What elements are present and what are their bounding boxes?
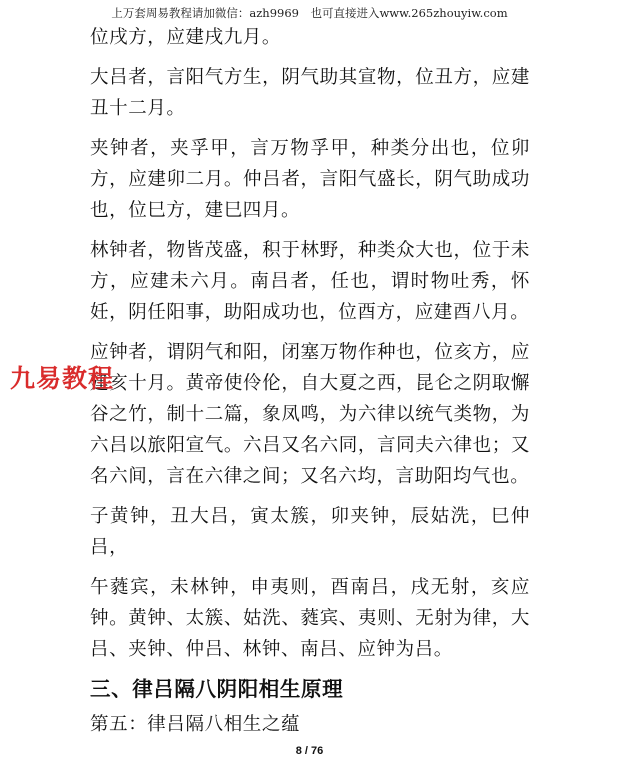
- page-number: 8 / 76: [295, 745, 324, 757]
- watermark-logo: 九易教程: [10, 364, 115, 393]
- header-text: 上万套周易教程请加微信：azh9969 也可直接进入www.265zhouyiw.com: [111, 6, 508, 20]
- paragraph-4: 林钟者，物皆茂盛，积于林野，种类众大也，位于未方，应建未六月。南吕者，任也，谓时物吐秀，怀妊，阴任阳事，助阳成功也，位酉方，应建酉八月。: [90, 240, 530, 323]
- document-body: [90, 22, 530, 740]
- paragraph-7: 午蕤宾，未林钟，申夷则，酉南吕，戌无射，亥应钟。黄钟、太簇、姑洗、蕤宾、夷则、无射为律，大吕、夹钟、仲吕、林钟、南吕、应钟为吕。: [90, 577, 530, 660]
- paragraph-6: 子黄钟，丑大吕，寅太簇，卯夹钟，辰姑洗，巳仲吕，: [90, 506, 530, 558]
- paragraph-3: 夹钟者，夹孚甲，言万物孚甲，种类分出也，位卯方，应建卯二月。仲吕者，言阳气盛长，阴气助成功也，位巳方，建巳四月。: [90, 138, 530, 221]
- paragraph-1: 位戌方，应建戌九月。: [90, 27, 282, 48]
- section-title: 三、律吕隔八阴阳相生原理: [90, 677, 344, 701]
- subsection-title: 第五：律吕隔八相生之蕴: [90, 714, 301, 735]
- page-header: [0, 6, 619, 20]
- paragraph-2: 大吕者，言阳气方生，阴气助其宣物，位丑方，应建丑十二月。: [90, 67, 530, 119]
- paragraph-5: 应钟者，谓阴气和阳，闭塞万物作种也，位亥方，应建亥十月。黄帝使伶伦，自大夏之西，昆仑之阴取懈谷之竹，制十二篇，象凤鸣，为六律以统气类物，为六吕以旅阳宣气。六吕又名六同，言同夫六律也；又名六间，言在六律之间；又名六均，言助阳均气也。: [90, 342, 530, 487]
